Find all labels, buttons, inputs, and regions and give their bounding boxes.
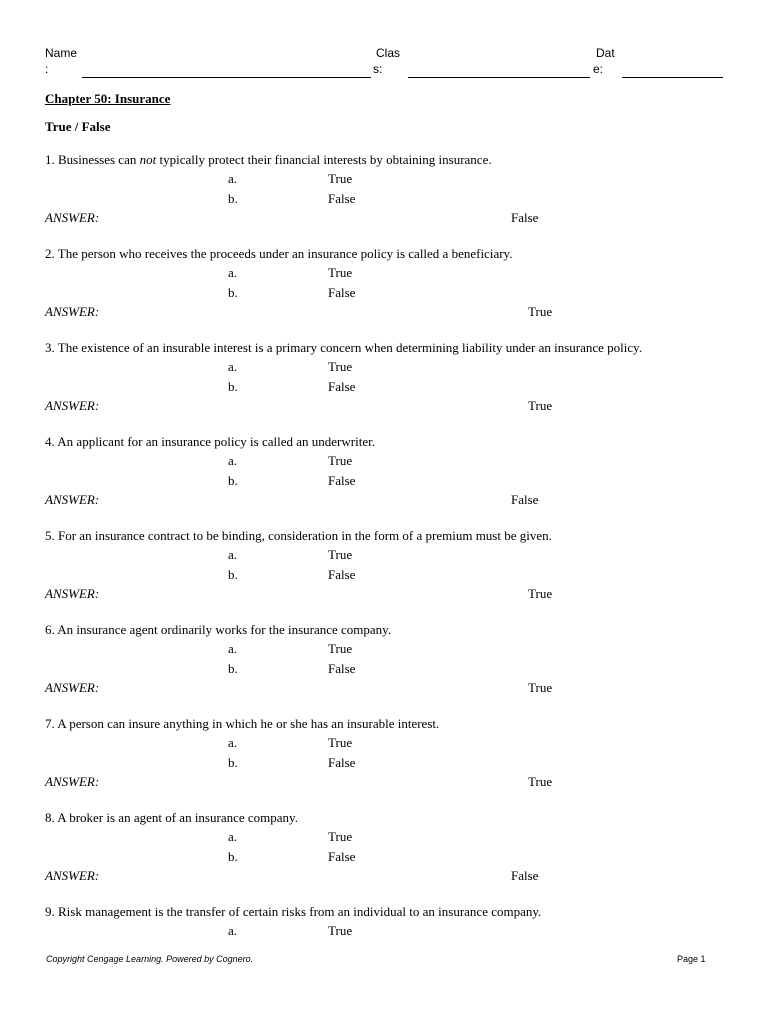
option-b-text: False [328, 755, 356, 770]
option-b-text: False [328, 473, 356, 488]
answer-label: ANSWER: [45, 680, 100, 695]
option-a-text: True [328, 641, 353, 656]
question-6 [45, 622, 745, 712]
name-label: Name [45, 46, 78, 60]
answer-value: True [528, 774, 553, 789]
option-b-letter: b. [228, 285, 238, 300]
option-a-text: True [328, 453, 353, 468]
option-b-text: False [328, 849, 356, 864]
option-a-letter: a. [228, 359, 238, 374]
question-text: 5. For an insurance contract to be binding, consideration in the form of a premium must be given. [45, 528, 552, 543]
date-label-suffix: e: [593, 62, 604, 76]
answer-value: False [511, 492, 539, 507]
question-text: 3. The existence of an insurable interest is a primary concern when determining liability under an insurance policy. [45, 340, 643, 355]
option-a-text: True [328, 171, 353, 186]
question-text: 6. An insurance agent ordinarily works for the insurance company. [45, 622, 392, 637]
question-7 [45, 716, 745, 806]
answer-value: True [528, 680, 553, 695]
option-a-letter: a. [228, 453, 238, 468]
option-b-text: False [328, 379, 356, 394]
question-3 [45, 340, 745, 430]
answer-label: ANSWER: [45, 586, 100, 601]
date-label: Dat [596, 46, 615, 60]
option-a-text: True [328, 547, 353, 562]
option-b-text: False [328, 567, 356, 582]
option-b-letter: b. [228, 191, 238, 206]
option-a-letter: a. [228, 829, 238, 844]
option-a-text: True [328, 735, 353, 750]
option-a-text: True [328, 829, 353, 844]
question-text: 9. Risk management is the transfer of certain risks from an individual to an insurance company. [45, 904, 542, 919]
option-a-text: True [328, 265, 353, 280]
answer-value: True [528, 304, 553, 319]
question-text: 4. An applicant for an insurance policy is called an underwriter. [45, 434, 375, 449]
option-a-letter: a. [228, 547, 238, 562]
option-b-letter: b. [228, 473, 238, 488]
answer-label: ANSWER: [45, 210, 100, 225]
emphasis-not: not [139, 152, 157, 167]
option-a-letter: a. [228, 171, 238, 186]
option-a-letter: a. [228, 735, 238, 750]
class-field[interactable] [408, 77, 590, 78]
question-text: 8. A broker is an agent of an insurance company. [45, 810, 298, 825]
page-number: Page 1 [677, 954, 706, 964]
class-label: Clas [376, 46, 401, 60]
option-b-letter: b. [228, 379, 238, 394]
name-field[interactable] [82, 77, 371, 78]
copyright-footer: Copyright Cengage Learning. Powered by Cognero. [46, 954, 254, 964]
answer-value: True [528, 398, 553, 413]
option-a-text: True [328, 923, 353, 938]
option-b-text: False [328, 661, 356, 676]
question-2 [45, 246, 745, 336]
option-b-letter: b. [228, 755, 238, 770]
class-label-suffix: s: [373, 62, 383, 76]
question-9 [45, 904, 745, 944]
option-b-letter: b. [228, 849, 238, 864]
option-a-letter: a. [228, 641, 238, 656]
question-text: 7. A person can insure anything in which he or she has an insurable interest. [45, 716, 440, 731]
answer-value: True [528, 586, 553, 601]
option-b-text: False [328, 191, 356, 206]
option-b-letter: b. [228, 661, 238, 676]
chapter-title: Chapter 50: Insurance [45, 91, 171, 106]
answer-label: ANSWER: [45, 398, 100, 413]
section-title: True / False [45, 119, 111, 134]
question-text: 2. The person who receives the proceeds under an insurance policy is called a beneficiary. [45, 246, 513, 261]
answer-value: False [511, 868, 539, 883]
answer-label: ANSWER: [45, 304, 100, 319]
question-text: 1. Businesses can not typically protect their financial interests by obtaining insurance. [45, 152, 492, 167]
answer-label: ANSWER: [45, 868, 100, 883]
question-8 [45, 810, 745, 900]
answer-value: False [511, 210, 539, 225]
option-b-text: False [328, 285, 356, 300]
option-a-letter: a. [228, 265, 238, 280]
option-a-text: True [328, 359, 353, 374]
question-4 [45, 434, 745, 524]
option-b-letter: b. [228, 567, 238, 582]
answer-label: ANSWER: [45, 774, 100, 789]
answer-label: ANSWER: [45, 492, 100, 507]
option-a-letter: a. [228, 923, 238, 938]
date-field[interactable] [622, 77, 723, 78]
question-1 [45, 152, 745, 242]
question-5 [45, 528, 745, 618]
name-label-colon: : [45, 62, 49, 76]
